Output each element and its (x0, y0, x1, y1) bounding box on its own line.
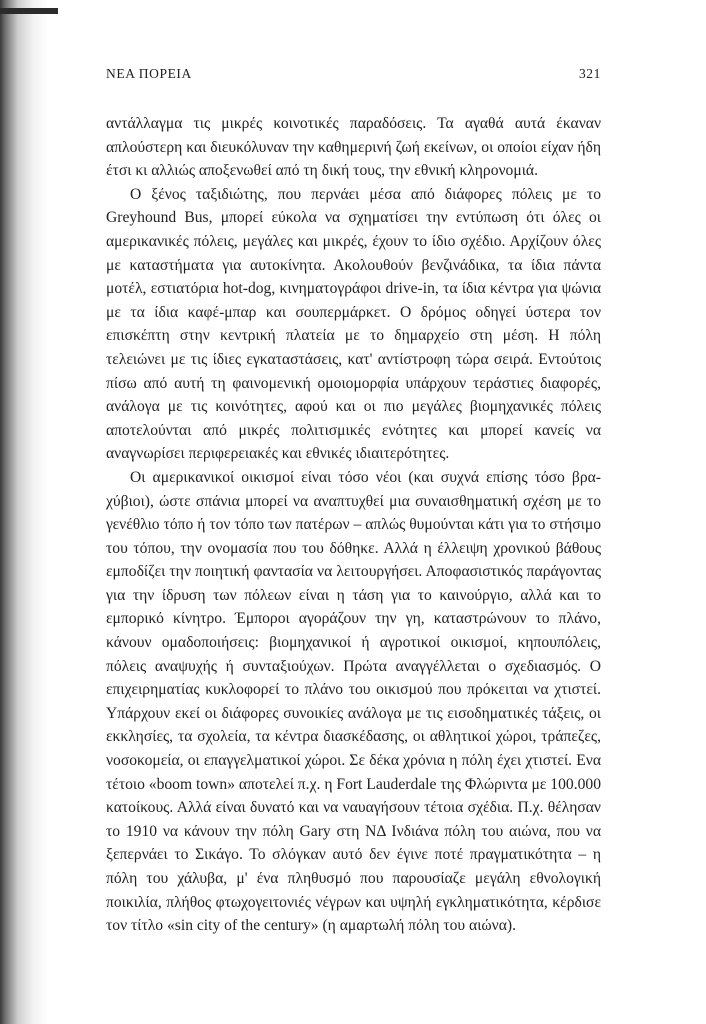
binding-shadow (0, 0, 48, 1024)
page-number: 321 (578, 66, 601, 81)
running-head: ΝΕΑ ΠΟΡΕΙΑ (106, 66, 192, 81)
scan-edge-mark (0, 8, 58, 14)
paragraph-traveler: Ο ξένος ταξιδιώτης, που περνάει μέσα από διάφορες πόλεις με το Greyhound Bus, μπορεί εύκολα να σχηματίσει την εντύπωση ότι όλες οι αμερικανικές πόλεις, μεγάλες και μικρές, έχουν το ίδιο σχέδιο. Αρχίζουν όλες με καταστήματα για αυτοκίνητα. Ακολουθούν βενζινάδικα, τα ίδια πάντα μοτέλ, εστιατόρια hot-dog, κινηματογράφοι drive-in, τα ίδια κέντρα για ψώνια με τα ίδια καφέ-μπαρ και σουπερμάρκετ. Ο δρόμος οδηγεί ύστερα τον επισκέπτη στην κεντρική πλατεία με το δημαρχείο στη μέση. Η πόλη τελειώνει με τις ίδιες εγκαταστάσεις, κατ' αντίστροφη τώρα σειρά. Εντούτοις πίσω από αυτή τη φαινομενική ομοιομορφία υπάρχουν τεράστιες διαφορές, ανάλογα με τις κοινότητες, αφού και οι πιο μεγάλες βιομηχανικές πόλεις αποτελούνται από μικρές πολιτισμικές ενότητες και μπορεί κανείς να αναγνωρίσει περιφερειακές και εθνικές ιδιαιτερότητες. (106, 185, 601, 463)
body-text (106, 112, 601, 938)
page-header (106, 66, 601, 86)
paragraph-continuation: αντάλλαγμα τις μικρές κοινοτικές παραδόσεις. Τα αγαθά αυτά έκαναν απλούστερη και διευκόλυναν την καθημερινή ζωή εκείνων, οι οποίοι είχαν ήδη έτσι κι αλλιώς αποξενωθεί από τη δική τους, την εθνική κληρονομιά. (106, 115, 601, 180)
paragraph-settlements: Οι αμερικανικοί οικισμοί είναι τόσο νέοι (και συχνά επίσης τόσο βραχύβιοι), ώστε σπάνια μπορεί να αναπτυχθεί μια συναισθηματική σχέση με το γενέθλιο τόπο ή τον τόπο των πατέρων – απλώς θυμούνται κάτι για το στήσιμο του τόπου, την ονομασία που του δόθηκε. Αλλά η έλλειψη χρονικού βάθους εμποδίζει την ποιητική φαντασία να λειτουργήσει. Αποφασιστικός παράγοντας για την ίδρυση των πόλεων είναι η τάση για το καινούργιο, αλλά και το εμπορικό κίνητρο. Έμποροι αγοράζουν την γη, καταστρώνουν το πλάνο, κάνουν ομαδοποιήσεις: βιομηχανικοί ή αγροτικοί οικισμοί, κηπουπόλεις, πόλεις αναψυχής ή συνταξιούχων. Πρώτα αναγγέλλεται ο σχεδιασμός. Ο επιχειρηματίας κυκλοφορεί το πλάνο του οικισμού που πρόκειται να χτιστεί. Υπάρχουν εκεί οι διάφορες συνοικίες ανάλογα με τις εισοδηματικές τάξεις, οι εκκλησίες, τα σχολεία, τα κέντρα διασκέδασης, οι αθλητικοί χώροι, τράπεζες, νοσοκομεία, οι επαγγελματικοί χώροι. Σε δέκα χρόνια η πόλη έχει χτιστεί. Ενα τέτοιο «boom town» αποτελεί π.χ. η Fort Lauderdale της Φλώριντα με 100.000 κατοίκους. Αλλά είναι δυνατό και να ναυαγήσουν τέτοια σχέδια. Π.χ. θέλησαν το 1910 να κάνουν την πόλη Gary στη ΝΔ Ινδιάνα πόλη του αιώνα, που να ξεπερνάει το Σικάγο. Το σλόγκαν αυτό δεν έγινε ποτέ πραγματικότητα – η πόλη του χάλυβα, μ' ένα πληθυσμό που παρουσίαζε μεγάλη εθνολογική ποικιλία, πλήθος φτωχογειτονιές νέγρων και υψηλή εγκληματικότητα, κέρδισε τον τίτλο «sin city of the century» (η αμαρτωλή πόλη του αιώνα). (106, 468, 601, 935)
